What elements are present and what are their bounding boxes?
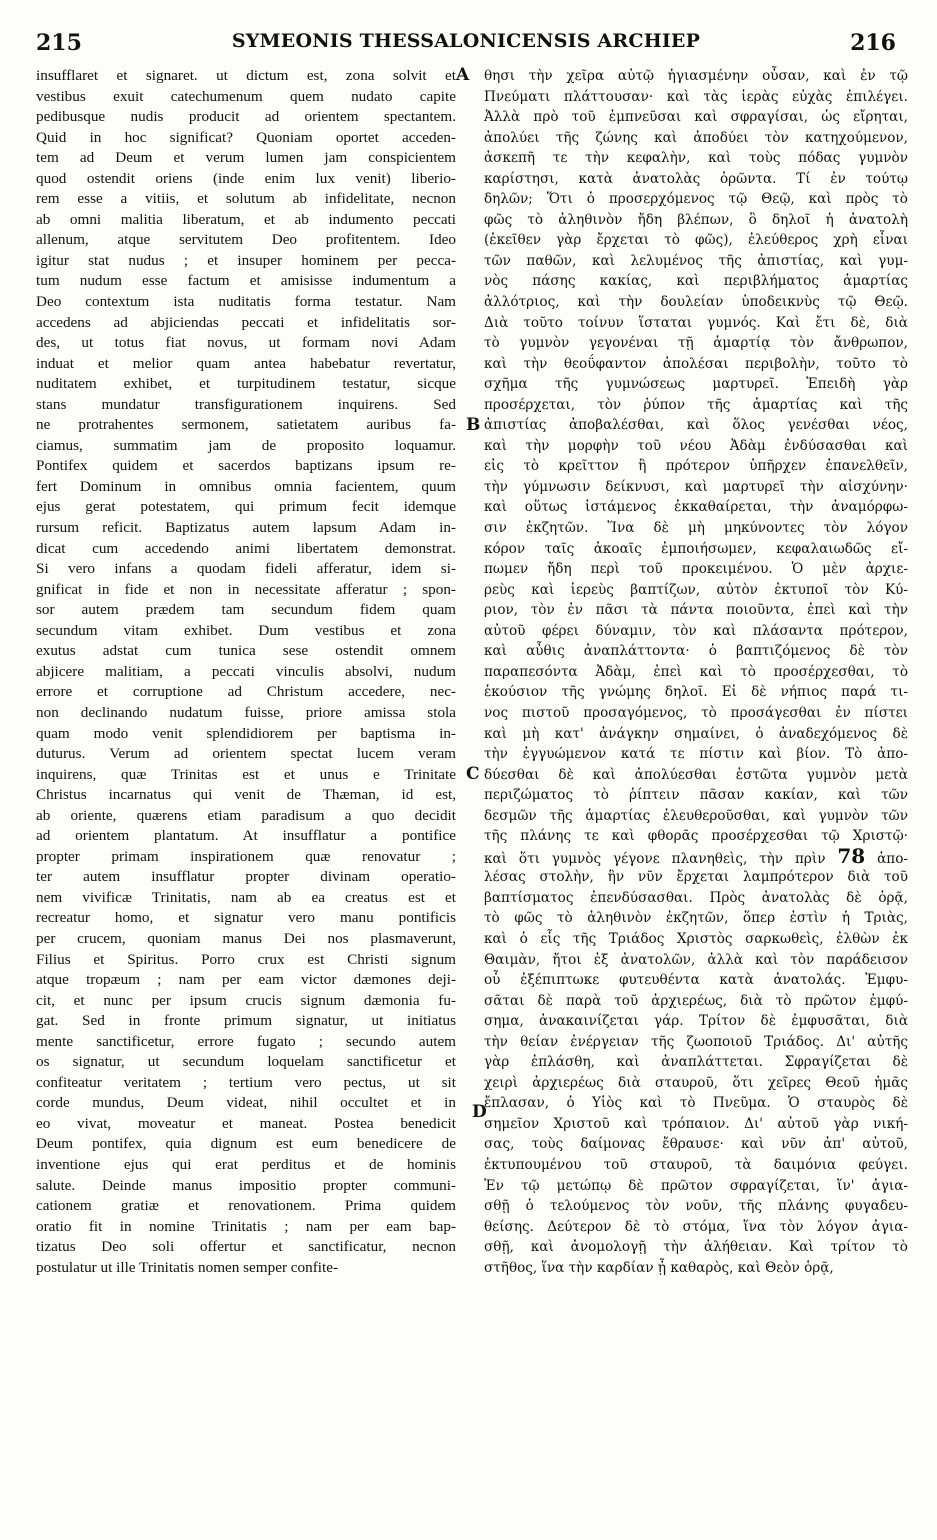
greek-line: εἰς τὸ κρεῖττον ἢ πρότερον ὑπῆρχεν ἐπανελθεῖν, (484, 458, 908, 475)
greek-line: ρεὺς καὶ ἱερεὺς βαπτίζων, αὐτὸν ἐκτυποῖ τὸν Κύ- (484, 581, 908, 598)
greek-line (484, 847, 908, 868)
margin-marker-a: A (456, 65, 470, 85)
latin-line: eo vivat, moveatur et maneat. Postea benedicit (36, 1114, 456, 1132)
greek-line: σθῇ, καὶ ἀνομολογῇ τὴν ἀλήθειαν. Καὶ τρίτον τὸ (484, 1239, 908, 1256)
greek-line: Θαιμὰν, ἤτοι ἐξ ἀνατολῶν, ἀλλὰ καὶ τὸν παράδεισον (484, 951, 908, 968)
greek-line: καὶ τὴν μορφὴν τοῦ νέου Ἀδὰμ ἐνδύσασθαι καὶ (484, 437, 908, 454)
greek-line: τὴν ἐγγυώμενον κατά τε πίστιν καὶ βίον. Τὸ ἀπο- (484, 746, 908, 763)
latin-line: tem ad Deum et verum lumen jam conspicientem (36, 149, 456, 167)
greek-line-continuation: ἀπο- (877, 850, 908, 867)
greek-line: Ἀλλὰ πρὸ τοῦ ἐμπνεῦσαι καὶ σφραγίσαι, ὡς εἴρηται, (484, 109, 908, 126)
latin-line: Si vero infans a quodam fideli afferatur, idem si- (36, 560, 456, 578)
latin-line: ne protrahentes sermonem, satietatem auribus fa- (36, 416, 456, 434)
greek-line: σημεῖον Χριστοῦ καὶ τρόπαιον. Δι' αὐτοῦ γὰρ νική- (484, 1115, 908, 1132)
latin-line: ab oriente, quærens etiam paradisum a quo decidit (36, 806, 456, 824)
latin-line: recreatur homo, et signatur vero manu pontificis (36, 909, 456, 927)
greek-line: Διὰ τοῦτο τοίνυν ἵσταται γυμνός. Καὶ ἔτι δὲ, διὰ (484, 314, 908, 331)
inline-page-reference: 78 (837, 846, 866, 868)
latin-line: atque tropæum ; nam per eam victor dæmones deji- (36, 971, 456, 989)
greek-line: ἐκτυπουμένου τοῦ σταυροῦ, τὰ δαιμόνια φεύγει. (484, 1156, 908, 1173)
latin-line: ciamus, summatim jam de proposito loquamur. (36, 436, 456, 454)
running-title: SYMEONIS THESSALONICENSIS ARCHIEP (231, 30, 701, 52)
greek-line: πωμεν ἤδη περὶ τοῦ προκειμένου. Ὁ μὲν ἀρχιε- (484, 561, 908, 578)
latin-line: postulatur ut ille Trinitatis nomen semper confite- (36, 1258, 339, 1276)
greek-line: τὴν θείαν ἐνέργειαν τῆς ζωοποιοῦ Τριάδος. Δι' αὐτῆς (484, 1033, 908, 1050)
greek-line: νος πιστοῦ προσαγόμενος, τὸ προσάγεσθαι ἐν πίστει (484, 704, 908, 721)
latin-line: confiteatur veritatem ; tertium vero pectus, ut sit (36, 1073, 456, 1091)
margin-marker-d: D (472, 1102, 487, 1122)
greek-line: σας, τοὺς δαίμονας ἔθραυσε· καὶ νῦν ἀπ' αὐτοῦ, (484, 1136, 908, 1153)
greek-line: παραπεσόντα Ἀδὰμ, ἐπεὶ καὶ τὸ προσέρχεσθαι, τὸ (484, 663, 908, 680)
latin-line: ejus gerat potestatem, qui primum fecit idemque (36, 498, 456, 516)
greek-line: (ἐκεῖθεν γὰρ ἔρχεται τὸ φῶς), ἐλεύθερος χρὴ εἶναι (484, 232, 908, 249)
greek-line: ἀλλότριος, καὶ τὴν δουλείαν ὑποδεικνὺς τῷ Θεῷ. (484, 294, 908, 311)
greek-line: δηλῶν; Ὅτι ὁ προσερχόμενος τῷ Θεῷ, καὶ πρὸς τὸ (484, 191, 908, 208)
margin-marker-b: B (466, 415, 481, 435)
latin-line: quod ostendit oriens (inde enim lux venit) liberio- (36, 169, 456, 187)
latin-line: insufflaret et signaret. ut dictum est, zona solvit et (36, 67, 456, 84)
greek-line: θησι τὴν χεῖρα αὐτῷ ἡγιασμένην οὖσαν, καὶ ἐν τῷ (484, 68, 908, 84)
greek-line: γὰρ ἐπλάσθη, καὶ ἀναπλάττεται. Σφραγίζεται δὲ (484, 1054, 908, 1071)
latin-line: gnificat in fide et non in necessitate afferatur ; spon- (36, 580, 456, 598)
latin-line: stans mundatur transfigurationem inquirens. Sed (36, 395, 456, 413)
greek-line: ριον, τὸν ἐν πᾶσι τὰ πάντα ποιοῦντα, ἐπεὶ καὶ τὴν (484, 602, 908, 619)
greek-column (484, 66, 908, 1278)
latin-line: Quid in hoc significat? Quoniam oportet acceden- (36, 128, 456, 146)
latin-line: abjicere malitiam, a peccati vinculis absolvi, nudum (36, 662, 456, 680)
greek-line: σᾶται δὲ παρὰ τοῦ ἀρχιερέως, διὰ τὸ πρῶτον ἐμφύ- (484, 992, 908, 1009)
latin-line: Deo contextum ista nuditatis forma testatur. Nam (36, 293, 456, 311)
left-page-number: 215 (36, 30, 82, 56)
right-page-number: 216 (850, 30, 896, 56)
latin-line: ad orientem plantatum. At insufflatur a pontifice (36, 827, 456, 845)
latin-line: sor autem prædem tam secundum fidem quam (36, 601, 456, 619)
latin-line: igitur stat nudus ; et insuper hominem per pecca- (36, 251, 456, 269)
greek-line: λέσας στολὴν, ἣν νῦν ἔρχεται λαμπρότερον διὰ τοῦ (484, 869, 908, 886)
latin-line: nuditatem exhibet, et turpitudinem testatur, sicque (36, 375, 456, 393)
latin-line: tizatus Deo soli offertur et sanctificatur, necnon (36, 1238, 456, 1256)
latin-line: oratio fit in nomine Trinitatis ; nam per eam bap- (36, 1217, 456, 1235)
latin-line: induat et melior quam antea habebatur revertatur, (36, 354, 456, 372)
latin-line: exutus adstat cum tunica sese ostendit omnem (36, 642, 456, 660)
latin-line: rem esse a vitiis, et solutum ab infidelitate, necnon (36, 190, 456, 208)
greek-line: στῆθος, ἵνα τὴν καρδίαν ᾖ καθαρὸς, καὶ Θεὸν ὁρᾷ, (484, 1259, 834, 1276)
latin-line: rursum reficit. Baptizatus autem lapsum Adam in- (36, 519, 456, 537)
latin-line: Filius et Spiritus. Porro crux est Christi signum (36, 950, 456, 968)
greek-line: καὶ μὴ κατ' ἀνάγκην σημαίνει, ὁ ἀναδεχόμενος δὲ (484, 725, 908, 742)
greek-line: προσέρχεται, τὸν ῥύπον τῆς ἁμαρτίας καὶ τῆς (484, 396, 908, 413)
latin-line: Deum pontifex, quia dignum est eum benedicere de (36, 1135, 456, 1153)
greek-line: ἑκούσιον τῆς γνώμης δηλοῖ. Εἰ δὲ νήπιος παρά τι- (484, 684, 908, 701)
latin-line: tum nudum esse factum et amisisse indumentum a (36, 272, 456, 290)
greek-line: δεσμῶν τῆς ἁμαρτίας ἐλευθεροῦσθαι, καὶ γυμνὸν τῶν (484, 807, 908, 824)
latin-line: propter primam inspirationem quæ renovatur ; (36, 847, 456, 865)
latin-line: accedens ad abjiciendas peccati et infidelitatis sor- (36, 313, 456, 331)
greek-line: βαπτίσματος ἐπενδύσασθαι. Πρὸς ἀνατολὰς δὲ ὁρᾷ, (484, 889, 908, 906)
greek-line: αὐτοῦ φέρει δύναμιν, τὸν καὶ πλάσαντα πρότερον, (484, 622, 908, 639)
latin-line: ter autem insufflatur propter divinam operatio- (36, 868, 456, 886)
latin-line: allenum, atque servitutem Deo profitentem. Ideo (36, 231, 456, 249)
latin-line: corde mundus, Deum videat, nihil occultet et in (36, 1094, 456, 1112)
greek-line: δύεσθαι δὲ καὶ ἀπολύεσθαι ἑστῶτα γυμνὸν μετὰ (484, 766, 908, 783)
greek-line: φῶς τὸ ἀληθινὸν ἤδη βλέπων, ὃ δηλοῖ ἡ ἀνατολὴ (484, 211, 908, 228)
latin-line: cit, et nunc per ipsum crucis signum dæmonia fu- (36, 991, 456, 1009)
greek-line-text: καὶ ὅτι γυμνὸς γέγονε πλανηθεὶς, τὴν πρὶν (484, 850, 826, 867)
latin-line: salute. Deinde manus impositio propter communi- (36, 1176, 456, 1194)
greek-line: ἀσκεπῆ τε τὴν κεφαλὴν, καὶ τοὺς πόδας γυμνὸν (484, 150, 908, 167)
latin-line: ab omni malitia liberatum, et ab indumento peccati (36, 210, 456, 228)
greek-line: καὶ αὖθις ἀναπλάττοντα· ὁ βαπτιζόμενος δὲ τὸν (484, 643, 908, 660)
latin-line: Pontifex quidem et sacerdos baptizans ipsum re- (36, 457, 456, 475)
latin-line: non declinando nudatum fuisse, priore amissa stola (36, 703, 456, 721)
greek-line: τῶν παθῶν, καὶ λελυμένος τῆς ἀπιστίας, καὶ γυμ- (484, 252, 908, 269)
greek-line: ἀπιστίας ἀποβαλέσθαι, καὶ ὅλος γενέσθαι νέος, (484, 417, 908, 434)
greek-line: σημα, ἀνακαινίζεται γάρ. Τρίτον δὲ ἐμφυσᾶται, διὰ (484, 1013, 908, 1030)
greek-line: τῆς πλάνης τε καὶ φθορᾶς προσέρχεσθαι τῷ Χριστῷ· (484, 828, 908, 845)
greek-line: χειρὶ ἀρχιερέως διὰ σταυροῦ, ὅτι χεῖρες Θεοῦ ἡμᾶς (484, 1074, 908, 1091)
margin-marker-c: C (466, 764, 480, 784)
greek-line: θείσης. Δεύτερον δὲ τὸ στόμα, ἵνα τὸν λόγον ἁγια- (484, 1218, 908, 1235)
latin-line: cationem gratiæ et renovationem. Prima quidem (36, 1197, 456, 1215)
latin-line: quam modo venit splendidiorem per baptisma in- (36, 724, 456, 742)
greek-line: περιζώματος τὸ ῥίπτειν πᾶσαν κακίαν, καὶ τῶν (484, 787, 908, 804)
greek-line: κόρον ταῖς ἀκοαῖς ἐμποιήσωμεν, κεφαλαιωδῶς εἴ- (484, 540, 908, 557)
page-header (36, 30, 896, 60)
greek-line: οὗ ἐξέπιπτωκε φυτευθέντα κατὰ ἀνατολάς. Ἐμφυ- (484, 972, 908, 989)
greek-line: σθῇ ὁ τελούμενος τὸν νοῦν, τῆς πλάνης φυγαδευ- (484, 1198, 908, 1215)
greek-line: σχῆμα τῆς γυμνώσεως μαρτυρεῖ. Ἐπειδὴ γὰρ (484, 376, 908, 393)
greek-line: καὶ τὴν θεοΰφαντον ἀπολέσαι περιβολὴν, τοῦτο τὸ (484, 355, 908, 372)
greek-line: ἔπλασαν, ὁ Υἱὸς καὶ τὸ Πνεῦμα. Ὁ σταυρὸς δὲ (484, 1095, 908, 1112)
latin-line: Christus incarnatus qui venit de Thæman, id est, (36, 786, 456, 804)
greek-line: καὶ οὕτως ἱστάμενος ἐκκαθαίρεται, τὴν ἀναμόρφω- (484, 499, 908, 516)
greek-line: Πνεύματι πλάττουσαν· καὶ τὰς ἱερὰς εὐχὰς ἐπιλέγει. (484, 88, 908, 105)
latin-line: inquirens, quæ Trinitas est et unus e Trinitate (36, 765, 456, 783)
greek-line: τὴν γύμνωσιν δείκνυσι, καὶ μαρτυρεῖ τὴν αἰσχύνην· (484, 478, 908, 495)
greek-line: Ἐν τῷ μετώπῳ δὲ πρῶτον σφραγίζεται, ἵν' ἁγια- (484, 1177, 908, 1194)
latin-line: os signatur, ut secundum loquelam sanctificetur et (36, 1053, 456, 1071)
latin-line: des, ut totus fiat novus, ut formam novi Adam (36, 334, 456, 352)
latin-line: vestibus exuit catechumenum quem nudato capite (36, 87, 456, 105)
latin-line: pedibusque nudis producit ad orientem spectantem. (36, 108, 456, 126)
latin-line: gat. Sed in fronte primum signatur, ut initiatus (36, 1012, 456, 1030)
latin-line: secundum vitam exhibet. Dum vestibus et zona (36, 621, 456, 639)
latin-line: inventione ejus qui erat perditus et de hominis (36, 1155, 456, 1173)
greek-line: σιν ἐκζητῶν. Ἵνα δὲ μὴ μηκύνοντες τὸν λόγον (484, 520, 908, 537)
greek-line: τὸ γυμνὸν γεγονέναι τῇ ἁμαρτίᾳ τὸν ἄνθρωπον, (484, 335, 908, 352)
latin-line: errore et corruptione ad Christum accedere, nec- (36, 683, 456, 701)
greek-line: καὶ ὁ εἷς τῆς Τριάδος Χριστὸς σαρκωθεὶς, ἐλθὼν ἐκ (484, 930, 908, 947)
latin-line: fert Dominum in omnibus omnia facientem, quum (36, 477, 456, 495)
greek-line: ἀπολύει τῆς ζώνης καὶ ἀποδύει τὸν κατηχούμενον, (484, 129, 908, 146)
latin-line: nem vivificæ Trinitatis, nam ab ea creatus est et (36, 888, 456, 906)
latin-line: dicat cum accedendo animi libertatem demonstrat. (36, 539, 456, 557)
latin-line: per crucem, quoniam manus Dei nos plasmaverunt, (36, 929, 456, 947)
greek-line: καρίστησι, κατὰ ἀνατολὰς ὁρῶντα. Τί ἐν τούτῳ (484, 170, 908, 187)
greek-line: νὸς πάσης κακίας, καὶ περιβλήματος ἁμαρτίας (484, 273, 908, 290)
greek-line: τὸ φῶς τὸ ἀληθινὸν ἐκζητῶν, ὅπερ ἐστὶν ἡ Τριὰς, (484, 910, 908, 927)
latin-line: duturus. Verum ad orientem spectat lucem veram (36, 745, 456, 763)
latin-line: mente sanctificetur, errore fugato ; secundo autem (36, 1032, 456, 1050)
latin-column (36, 66, 456, 1278)
